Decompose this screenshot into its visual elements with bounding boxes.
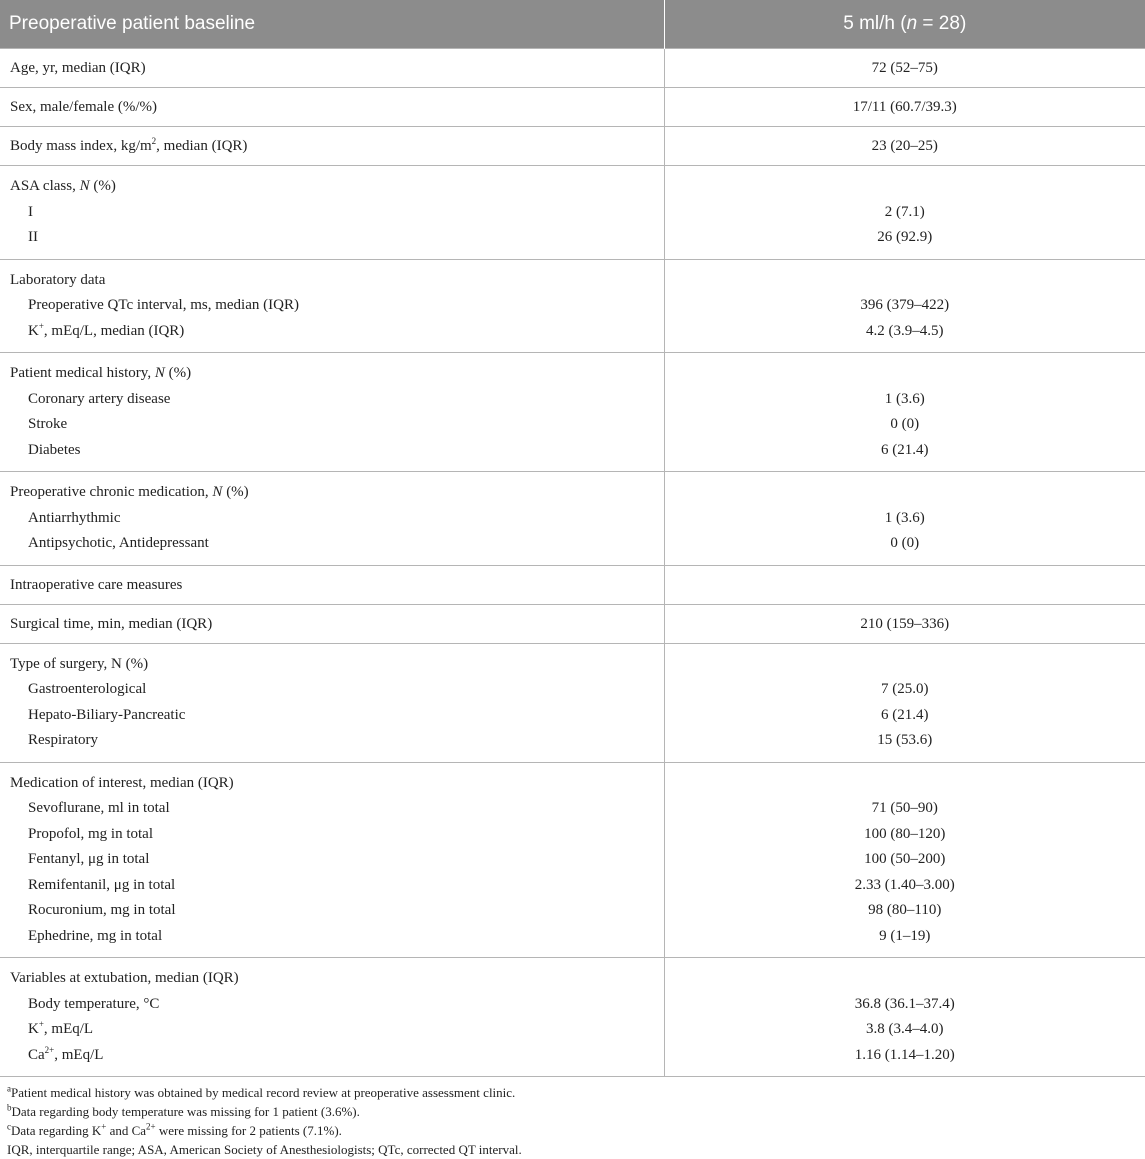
row-value: 2.33 (1.40–3.00) — [665, 873, 1145, 899]
row-label: Fentanyl, μg in total — [0, 847, 664, 873]
group-label: Patient medical history, N (%) — [0, 361, 664, 387]
row-value: 1.16 (1.14–1.20) — [665, 1043, 1145, 1069]
row-value: 15 (53.6) — [665, 728, 1145, 754]
footnote-abbreviations: IQR, interquartile range; ASA, American Society of Anesthesiologists; QTc, corrected QT interval. — [7, 1140, 1145, 1159]
header-group-pre: 5 ml/h ( — [843, 13, 906, 34]
table-header-row — [0, 0, 1145, 49]
row-value: 100 (50–200) — [665, 847, 1145, 873]
row-label: Remifentanil, μg in total — [0, 873, 664, 899]
row-value: 26 (92.9) — [665, 225, 1145, 251]
group-label: ASA class, N (%) — [0, 174, 664, 200]
group-label: Preoperative chronic medication, N (%) — [0, 480, 664, 506]
table-row — [0, 958, 1145, 1077]
table-row — [0, 353, 1145, 472]
row-value: 17/11 (60.7/39.3) — [665, 88, 1145, 126]
row-value: 98 (80–110) — [665, 898, 1145, 924]
row-label: I — [0, 200, 664, 226]
table-row — [0, 259, 1145, 353]
row-label: Coronary artery disease — [0, 387, 664, 413]
row-label: Propofol, mg in total — [0, 822, 664, 848]
table-footnotes — [0, 1077, 1145, 1159]
row-label: Ephedrine, mg in total — [0, 924, 664, 950]
table-row — [0, 472, 1145, 566]
table-row — [0, 127, 1145, 166]
row-label: Sevoflurane, ml in total — [0, 796, 664, 822]
table-row — [0, 762, 1145, 958]
row-label: Age, yr, median (IQR) — [0, 49, 664, 87]
row-value: 100 (80–120) — [665, 822, 1145, 848]
row-value: 0 (0) — [665, 412, 1145, 438]
row-value: 3.8 (3.4–4.0) — [665, 1017, 1145, 1043]
row-value: 6 (21.4) — [665, 438, 1145, 464]
row-value: 6 (21.4) — [665, 703, 1145, 729]
table-row — [0, 604, 1145, 643]
row-label: Body mass index, $kg/m^2$, median (IQR) — [0, 127, 664, 165]
row-label: Diabetes — [0, 438, 664, 464]
footnote-c: $^c$Data regarding K+ and $Ca^{2+}$ were missing for 2 patients (7.1%). — [7, 1121, 1145, 1140]
group-label: Laboratory data — [0, 268, 664, 294]
header-group-post: = 28) — [917, 13, 966, 34]
row-value: 1 (3.6) — [665, 506, 1145, 532]
row-label: Sex, male/female (%/%) — [0, 88, 664, 126]
row-label: Stroke — [0, 412, 664, 438]
table-row — [0, 643, 1145, 762]
row-label: Surgical time, min, median (IQR) — [0, 605, 664, 643]
table-row — [0, 565, 1145, 604]
section-label: Intraoperative care measures — [0, 566, 664, 604]
row-label: Hepato-Biliary-Pancreatic — [0, 703, 664, 729]
row-label: II — [0, 225, 664, 251]
row-value: 1 (3.6) — [665, 387, 1145, 413]
row-value: 210 (159–336) — [665, 605, 1145, 643]
footnote-a: $^a$Patient medical history was obtained by medical record review at preoperative assessment clinic. — [7, 1083, 1145, 1102]
footnote-b: $^b$Data regarding body temperature was missing for 1 patient (3.6%). — [7, 1102, 1145, 1121]
row-value: 9 (1–19) — [665, 924, 1145, 950]
row-label: K+, mEq/L, median (IQR) — [0, 319, 664, 345]
table-row — [0, 49, 1145, 88]
table-row — [0, 166, 1145, 260]
row-value — [665, 566, 1145, 604]
group-label: Variables at extubation, median (IQR) — [0, 966, 664, 992]
header-group-n: n — [907, 13, 918, 34]
table-row — [0, 88, 1145, 127]
row-value: 4.2 (3.9–4.5) — [665, 319, 1145, 345]
row-value: 36.8 (36.1–37.4) — [665, 992, 1145, 1018]
row-value: 396 (379–422) — [665, 293, 1145, 319]
row-value: 0 (0) — [665, 531, 1145, 557]
row-label: Respiratory — [0, 728, 664, 754]
row-label: Antipsychotic, Antidepressant — [0, 531, 664, 557]
row-value: 71 (50–90) — [665, 796, 1145, 822]
row-label: Body temperature, °C — [0, 992, 664, 1018]
row-label: $Ca^{2+}$, mEq/L — [0, 1043, 664, 1069]
row-value: 2 (7.1) — [665, 200, 1145, 226]
group-label: Medication of interest, median (IQR) — [0, 771, 664, 797]
group-label: Type of surgery, N (%) — [0, 652, 664, 678]
row-label: Preoperative QTc interval, ms, median (IQR) — [0, 293, 664, 319]
row-label: Gastroenterological — [0, 677, 664, 703]
row-label: K+, mEq/L — [0, 1017, 664, 1043]
row-value: 72 (52–75) — [665, 49, 1145, 87]
row-value: 23 (20–25) — [665, 127, 1145, 165]
header-baseline: Preoperative patient baseline — [0, 0, 664, 49]
row-label: Rocuronium, mg in total — [0, 898, 664, 924]
row-label: Antiarrhythmic — [0, 506, 664, 532]
row-value: 7 (25.0) — [665, 677, 1145, 703]
header-group — [664, 0, 1145, 49]
